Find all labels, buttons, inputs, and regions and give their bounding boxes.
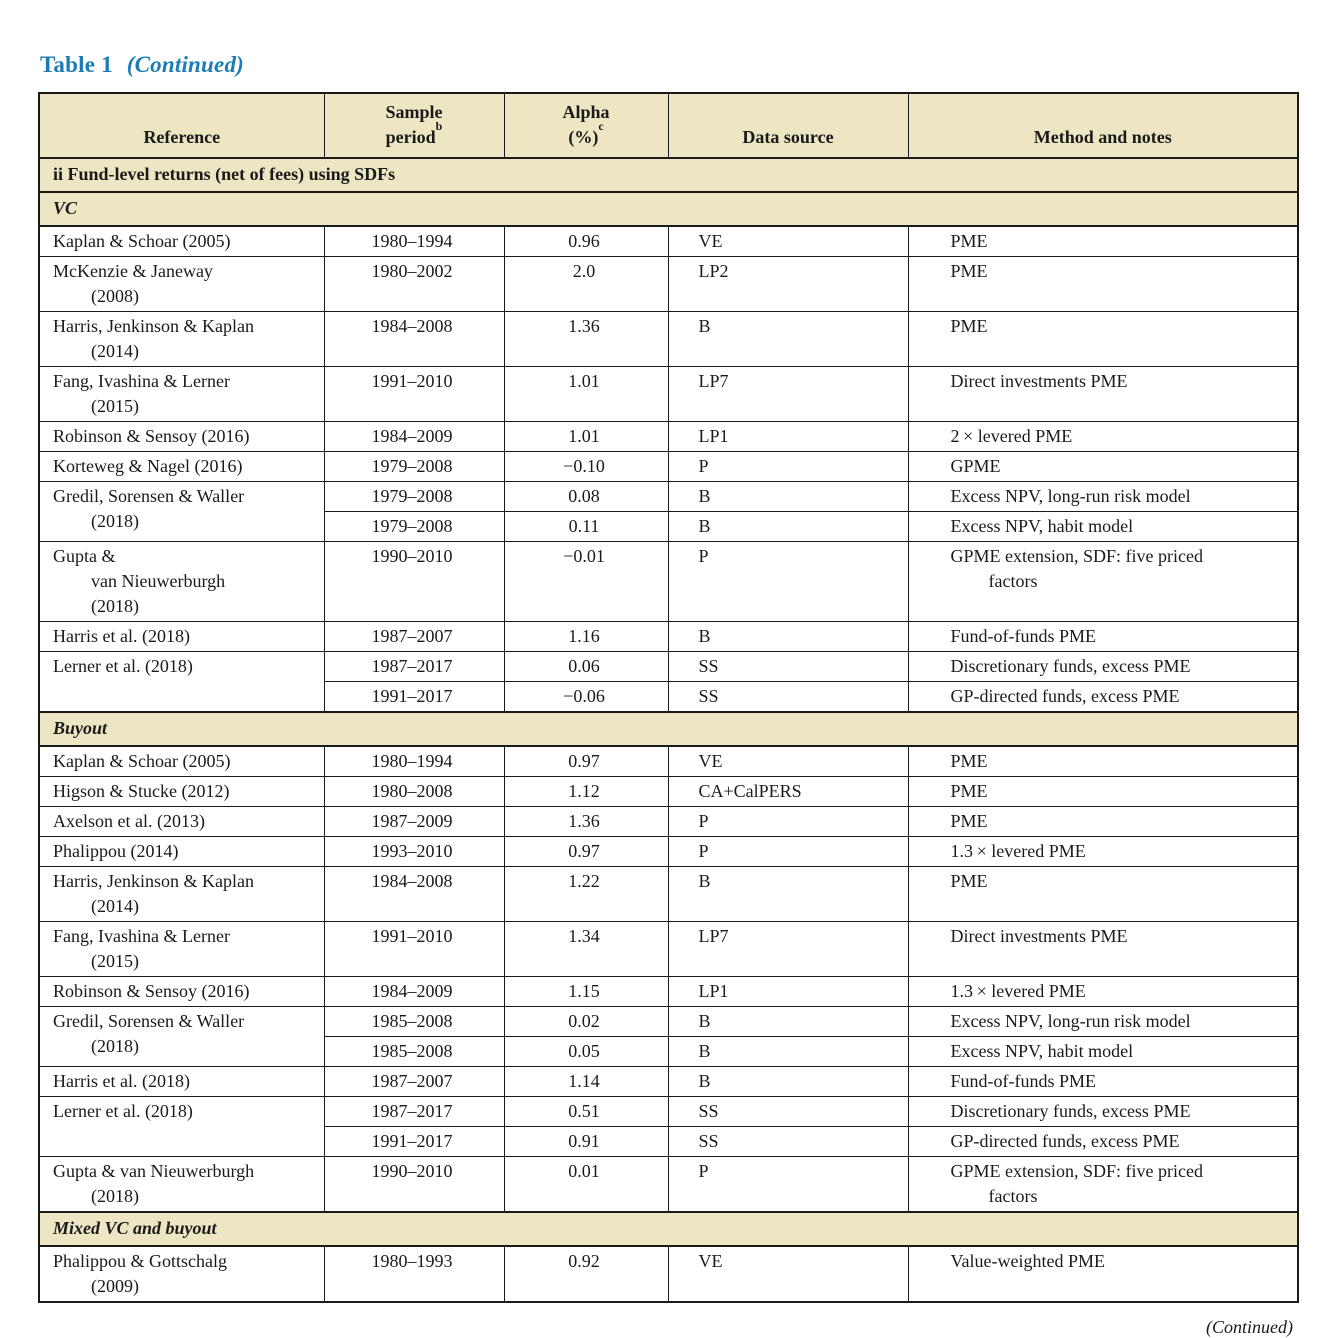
- method-cell: PME: [908, 312, 1298, 367]
- data-source-cell: B: [668, 512, 908, 542]
- data-source-cell: P: [668, 837, 908, 867]
- sample-period-cell: 1980–1993: [324, 1246, 504, 1302]
- data-source-cell: SS: [668, 652, 908, 682]
- data-source-cell: LP7: [668, 367, 908, 422]
- table-row: [39, 422, 1298, 452]
- alpha-cell: 1.34: [504, 922, 668, 977]
- sample-period-cell: 1985–2008: [324, 1037, 504, 1067]
- alpha-cell: 0.91: [504, 1127, 668, 1157]
- table-row: [39, 777, 1298, 807]
- sample-period-cell: 1987–2017: [324, 1097, 504, 1127]
- method-cell: 1.3 × levered PME: [908, 837, 1298, 867]
- reference-cell: Phalippou & Gottschalg (2009): [39, 1246, 324, 1302]
- data-source-cell: B: [668, 1037, 908, 1067]
- method-cell: 1.3 × levered PME: [908, 977, 1298, 1007]
- data-source-cell: B: [668, 312, 908, 367]
- table-row: [39, 226, 1298, 257]
- alpha-cell: 0.11: [504, 512, 668, 542]
- sample-period-cell: 1980–2008: [324, 777, 504, 807]
- sample-period-cell: 1990–2010: [324, 542, 504, 622]
- reference-cell: Gupta & van Nieuwerburgh (2018): [39, 1157, 324, 1213]
- reference-cell: Harris, Jenkinson & Kaplan (2014): [39, 312, 324, 367]
- sample-period-cell: 1987–2007: [324, 622, 504, 652]
- alpha-cell: 1.01: [504, 367, 668, 422]
- method-cell: PME: [908, 807, 1298, 837]
- method-cell: GPME extension, SDF: five priced factors: [908, 542, 1298, 622]
- footnote-marker-b: b: [435, 119, 443, 133]
- group-header: Buyout: [39, 712, 1298, 746]
- method-cell: Direct investments PME: [908, 922, 1298, 977]
- sample-period-cell: 1987–2007: [324, 1067, 504, 1097]
- subtable-header-row: [39, 158, 1298, 192]
- group-header-row: [39, 712, 1298, 746]
- table-row: [39, 746, 1298, 777]
- sample-period-cell: 1993–2010: [324, 837, 504, 867]
- alpha-cell: 0.02: [504, 1007, 668, 1037]
- alpha-cell: −0.06: [504, 682, 668, 713]
- col-header-data-source: Data source: [668, 93, 908, 158]
- alpha-cell: 1.14: [504, 1067, 668, 1097]
- reference-cell: Higson & Stucke (2012): [39, 777, 324, 807]
- data-source-cell: B: [668, 622, 908, 652]
- sample-period-cell: 1980–1994: [324, 226, 504, 257]
- table-row: [39, 1157, 1298, 1213]
- reference-cell: Axelson et al. (2013): [39, 807, 324, 837]
- sample-period-cell: 1979–2008: [324, 452, 504, 482]
- sample-period-cell: 1980–1994: [324, 746, 504, 777]
- sample-period-cell: 1987–2009: [324, 807, 504, 837]
- alpha-cell: −0.10: [504, 452, 668, 482]
- data-source-cell: VE: [668, 1246, 908, 1302]
- table-row: [39, 1097, 1298, 1127]
- table-row: [39, 1246, 1298, 1302]
- alpha-cell: 0.51: [504, 1097, 668, 1127]
- alpha-cell: 1.22: [504, 867, 668, 922]
- alpha-cell: 0.97: [504, 746, 668, 777]
- reference-cell: Harris et al. (2018): [39, 1067, 324, 1097]
- table-row: [39, 652, 1298, 682]
- method-cell: PME: [908, 777, 1298, 807]
- sample-period-cell: 1979–2008: [324, 482, 504, 512]
- col-header-sample-period: Sample period$^b$: [324, 93, 504, 158]
- table-row: [39, 452, 1298, 482]
- reference-cell: Gupta & van Nieuwerburgh (2018): [39, 542, 324, 622]
- table-title-label: Table 1: [40, 52, 113, 77]
- reference-cell: Lerner et al. (2018): [39, 1097, 324, 1157]
- reference-cell: Harris, Jenkinson & Kaplan (2014): [39, 867, 324, 922]
- group-header: Mixed VC and buyout: [39, 1212, 1298, 1246]
- alpha-cell: 0.97: [504, 837, 668, 867]
- reference-cell: Phalippou (2014): [39, 837, 324, 867]
- reference-cell: Fang, Ivashina & Lerner (2015): [39, 367, 324, 422]
- reference-cell: McKenzie & Janeway (2008): [39, 257, 324, 312]
- method-cell: GP-directed funds, excess PME: [908, 682, 1298, 713]
- data-source-cell: CA+CalPERS: [668, 777, 908, 807]
- reference-cell: Lerner et al. (2018): [39, 652, 324, 713]
- data-source-cell: SS: [668, 1097, 908, 1127]
- reference-cell: Kaplan & Schoar (2005): [39, 746, 324, 777]
- alpha-cell: 1.15: [504, 977, 668, 1007]
- sample-period-cell: 1991–2010: [324, 367, 504, 422]
- alpha-cell: 0.92: [504, 1246, 668, 1302]
- data-source-cell: B: [668, 1067, 908, 1097]
- footer-continued-note: (Continued): [1206, 1317, 1293, 1337]
- alpha-cell: 1.01: [504, 422, 668, 452]
- sample-period-cell: 1991–2017: [324, 682, 504, 713]
- method-cell: Discretionary funds, excess PME: [908, 652, 1298, 682]
- table-row: [39, 542, 1298, 622]
- reference-cell: Kaplan & Schoar (2005): [39, 226, 324, 257]
- sample-period-cell: 1985–2008: [324, 1007, 504, 1037]
- table-row: [39, 867, 1298, 922]
- method-cell: GP-directed funds, excess PME: [908, 1127, 1298, 1157]
- alpha-cell: 0.01: [504, 1157, 668, 1213]
- alpha-cell: 1.36: [504, 312, 668, 367]
- reference-cell: Robinson & Sensoy (2016): [39, 977, 324, 1007]
- data-source-cell: B: [668, 867, 908, 922]
- method-cell: Discretionary funds, excess PME: [908, 1097, 1298, 1127]
- table-row: [39, 1067, 1298, 1097]
- results-table: [38, 92, 1299, 1303]
- group-header: VC: [39, 192, 1298, 226]
- table-row: [39, 922, 1298, 977]
- method-cell: Excess NPV, habit model: [908, 1037, 1298, 1067]
- col-header-reference: Reference: [39, 93, 324, 158]
- data-source-cell: P: [668, 1157, 908, 1213]
- reference-cell: Gredil, Sorensen & Waller (2018): [39, 1007, 324, 1067]
- data-source-cell: LP1: [668, 977, 908, 1007]
- alpha-cell: 1.16: [504, 622, 668, 652]
- page-title: [40, 52, 1335, 78]
- alpha-cell: 1.36: [504, 807, 668, 837]
- group-header-row: [39, 192, 1298, 226]
- table-body: [39, 158, 1298, 1302]
- reference-cell: Korteweg & Nagel (2016): [39, 452, 324, 482]
- reference-cell: Robinson & Sensoy (2016): [39, 422, 324, 452]
- data-source-cell: SS: [668, 682, 908, 713]
- footnote-marker-c: c: [598, 119, 604, 133]
- method-cell: Excess NPV, long-run risk model: [908, 482, 1298, 512]
- method-cell: PME: [908, 257, 1298, 312]
- data-source-cell: LP2: [668, 257, 908, 312]
- method-cell: Fund-of-funds PME: [908, 622, 1298, 652]
- table-row: [39, 482, 1298, 512]
- data-source-cell: P: [668, 452, 908, 482]
- method-cell: Value-weighted PME: [908, 1246, 1298, 1302]
- table-row: [39, 622, 1298, 652]
- method-cell: GPME: [908, 452, 1298, 482]
- sample-period-cell: 1979–2008: [324, 512, 504, 542]
- data-source-cell: LP1: [668, 422, 908, 452]
- data-source-cell: SS: [668, 1127, 908, 1157]
- reference-cell: Harris et al. (2018): [39, 622, 324, 652]
- sample-period-cell: 1991–2010: [324, 922, 504, 977]
- group-header-row: [39, 1212, 1298, 1246]
- sample-period-cell: 1984–2009: [324, 422, 504, 452]
- sample-period-cell: 1987–2017: [324, 652, 504, 682]
- method-cell: Direct investments PME: [908, 367, 1298, 422]
- method-cell: PME: [908, 867, 1298, 922]
- sample-period-cell: 1984–2008: [324, 312, 504, 367]
- data-source-cell: P: [668, 807, 908, 837]
- data-source-cell: LP7: [668, 922, 908, 977]
- reference-cell: Fang, Ivashina & Lerner (2015): [39, 922, 324, 977]
- data-source-cell: B: [668, 482, 908, 512]
- table-row: [39, 312, 1298, 367]
- sample-period-cell: 1984–2009: [324, 977, 504, 1007]
- method-cell: PME: [908, 746, 1298, 777]
- method-cell: Excess NPV, long-run risk model: [908, 1007, 1298, 1037]
- reference-cell: Gredil, Sorensen & Waller (2018): [39, 482, 324, 542]
- table-header: [39, 93, 1298, 158]
- table-row: [39, 367, 1298, 422]
- alpha-cell: 1.12: [504, 777, 668, 807]
- alpha-cell: −0.01: [504, 542, 668, 622]
- table-row: [39, 977, 1298, 1007]
- alpha-cell: 0.96: [504, 226, 668, 257]
- table-title-continued: (Continued): [126, 52, 245, 77]
- table-row: [39, 257, 1298, 312]
- method-cell: 2 × levered PME: [908, 422, 1298, 452]
- table-row: [39, 1007, 1298, 1037]
- sample-period-cell: 1991–2017: [324, 1127, 504, 1157]
- data-source-cell: P: [668, 542, 908, 622]
- col-header-alpha: Alpha (%)$^c$: [504, 93, 668, 158]
- data-source-cell: B: [668, 1007, 908, 1037]
- sample-period-cell: 1980–2002: [324, 257, 504, 312]
- sample-period-cell: 1990–2010: [324, 1157, 504, 1213]
- data-source-cell: VE: [668, 746, 908, 777]
- alpha-cell: 0.06: [504, 652, 668, 682]
- data-source-cell: VE: [668, 226, 908, 257]
- method-cell: Excess NPV, habit model: [908, 512, 1298, 542]
- method-cell: GPME extension, SDF: five priced factors: [908, 1157, 1298, 1213]
- alpha-cell: 2.0: [504, 257, 668, 312]
- table-row: [39, 837, 1298, 867]
- sample-period-cell: 1984–2008: [324, 867, 504, 922]
- table-row: [39, 807, 1298, 837]
- col-header-method: Method and notes: [908, 93, 1298, 158]
- header-row: [39, 93, 1298, 158]
- method-cell: Fund-of-funds PME: [908, 1067, 1298, 1097]
- alpha-cell: 0.08: [504, 482, 668, 512]
- method-cell: PME: [908, 226, 1298, 257]
- subtable-header: ii Fund-level returns (net of fees) using SDFs: [39, 158, 1298, 192]
- alpha-cell: 0.05: [504, 1037, 668, 1067]
